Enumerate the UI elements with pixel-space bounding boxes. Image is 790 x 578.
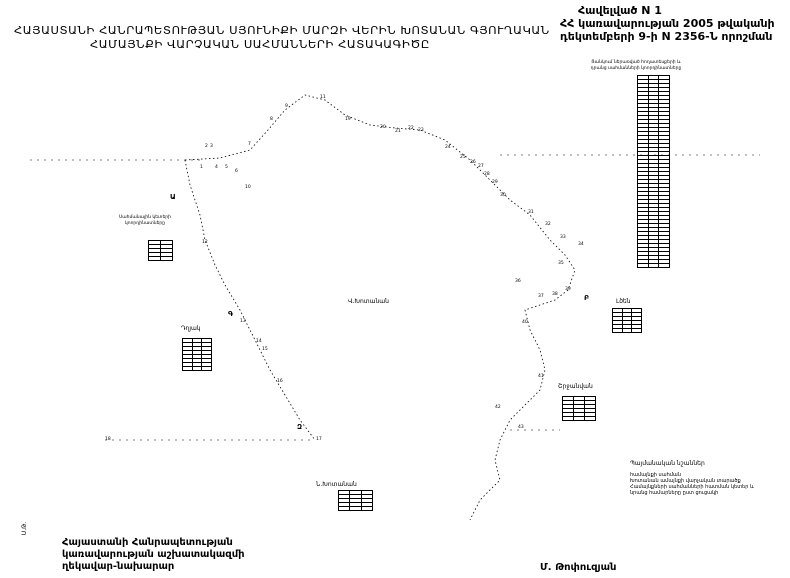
map-title-line-2: ՀԱՄԱՅՆՔԻ ՎԱՐՉԱԿԱՆ ՍԱՀՄԱՆՆԵՐԻ ՀԱՏԱԿԱԳԻԾԸ: [90, 38, 430, 51]
signature-line-2: կառավարության աշխատակազմի: [62, 549, 245, 560]
annex-line-3: դեկտեմբերի 9-ի N 2356-Ն որոշման: [560, 30, 773, 43]
table-cell: [613, 329, 623, 333]
table-cell: [183, 367, 193, 371]
table-cell: [632, 329, 642, 333]
point-label-26: 26: [470, 160, 476, 165]
point-label-40: 40: [522, 320, 528, 325]
point-label-13: 13: [240, 319, 246, 324]
label-neighbor-shikahogh: Շրջանվան: [558, 383, 593, 390]
annex-line-2: ՀՀ կառավարության 2005 թվականի: [560, 17, 775, 30]
table-row: [638, 264, 670, 268]
point-label-23: 23: [418, 128, 424, 133]
table-cell: [574, 417, 585, 421]
point-label-41: 41: [538, 374, 544, 379]
point-label-2: 2: [205, 144, 208, 149]
point-label-31: 31: [528, 210, 534, 215]
point-label-36: 36: [515, 279, 521, 284]
annex-title: Հավելված N 1: [578, 4, 662, 17]
point-label-19: 19: [345, 117, 351, 122]
right-table-header: Ցանկում ներառված հողատեսքերի և դրանց սահմանների կոորդինատները: [590, 60, 682, 71]
west-coordinate-table: [148, 240, 173, 261]
point-label-18: 18: [105, 437, 111, 442]
point-label-17: 17: [316, 437, 322, 442]
ltsen-table: [612, 308, 642, 333]
nakhichevan-table: [338, 490, 373, 511]
table-cell: [585, 417, 596, 421]
stamp-note: Ս.Թ.: [21, 521, 29, 536]
point-label-14: 14: [256, 339, 262, 344]
point-label-33: 33: [560, 235, 566, 240]
table-cell: [563, 417, 574, 421]
point-label-39: 39: [565, 287, 571, 292]
label-neighbor-dzhoshk: Դղյակ: [181, 325, 201, 332]
table-cell: [638, 264, 649, 268]
point-label-5: 5: [225, 165, 228, 170]
right-coordinate-table: [637, 75, 670, 268]
table-cell: [161, 257, 173, 261]
table-row: [613, 329, 642, 333]
signatory-name: Մ. Թոփուզյան: [540, 562, 617, 573]
point-label-37: 37: [538, 294, 544, 299]
table-cell: [202, 367, 212, 371]
label-center-village: Վ.Խոտանան: [348, 298, 389, 305]
point-label-7: 7: [248, 142, 251, 147]
table-cell: [622, 329, 632, 333]
marker-east: Բ: [584, 294, 590, 302]
point-label-28: 28: [484, 172, 490, 177]
point-label-24: 24: [445, 145, 451, 150]
point-label-12: 12: [202, 240, 208, 245]
point-label-6: 6: [235, 169, 238, 174]
point-label-3: 3: [210, 144, 213, 149]
point-label-9: 9: [285, 104, 288, 109]
point-label-30: 30: [500, 193, 506, 198]
legend: [630, 460, 780, 496]
point-label-21: 21: [395, 129, 401, 134]
point-label-11: 11: [320, 95, 326, 100]
point-label-32: 32: [545, 222, 551, 227]
table-cell: [339, 507, 350, 511]
legend-item-2: Խոտանան ամայնքի վարչական տարածք: [630, 478, 741, 484]
point-label-43: 43: [518, 425, 524, 430]
point-label-27: 27: [478, 164, 484, 169]
signature-line-1: Հայաստանի Հանրապետության: [62, 537, 233, 548]
point-label-15: 15: [262, 347, 268, 352]
table-row: [183, 367, 212, 371]
table-cell: [149, 257, 161, 261]
west-table-header: Սահմանային կետերի կոորդինատները: [119, 215, 171, 226]
point-label-35: 35: [558, 261, 564, 266]
shikahogh-table: [562, 396, 596, 421]
table-cell: [361, 507, 372, 511]
point-label-22: 22: [408, 126, 414, 131]
signature-line-3: ղեկավար-նախարար: [62, 561, 175, 572]
table-cell: [648, 264, 659, 268]
point-label-34: 34: [578, 242, 584, 247]
table-row: [339, 507, 373, 511]
point-label-4: 4: [215, 165, 218, 170]
label-neighbor-nakhichevan: Ն.Խոտանան: [316, 481, 357, 488]
signature-block-left: [62, 537, 245, 573]
legend-title: Պայմանական նշաններ: [630, 460, 705, 467]
legend-item-1: համայնքի սահման: [630, 472, 681, 478]
label-neighbor-ltsen: Լծեն: [616, 298, 631, 305]
marker-north: Զ: [297, 423, 303, 431]
point-label-10: 10: [245, 185, 251, 190]
table-row: [149, 257, 173, 261]
table-cell: [659, 264, 670, 268]
point-label-25: 25: [460, 155, 466, 160]
point-label-16: 16: [277, 379, 283, 384]
marker-south: Գ: [228, 310, 234, 318]
point-label-20: 20: [380, 125, 386, 130]
point-label-38: 38: [552, 292, 558, 297]
table-cell: [350, 507, 361, 511]
legend-item-3: Համայնքների սահմանների հատման կետեր և նրանց համարները ըստ ցուցակի: [630, 484, 755, 496]
map-title-line-1: ՀԱՅԱՍՏԱՆԻ ՀԱՆՐԱՊԵՏՈՒԹՅԱՆ ՍՅՈՒՆԻՔԻ ՄԱՐԶԻ ՎԵՐԻՆ ԽՈՏԱՆԱՆ ԳՅՈՒՂԱԿԱՆ: [14, 24, 550, 37]
point-label-42: 42: [495, 405, 501, 410]
marker-west: Ա: [170, 193, 176, 201]
dzhoshk-table: [182, 338, 212, 371]
point-label-1: 1: [200, 165, 203, 170]
point-label-8: 8: [270, 117, 273, 122]
boundary-path-west: [185, 160, 315, 440]
point-label-29: 29: [492, 180, 498, 185]
boundary-path-east: [185, 95, 575, 520]
table-cell: [192, 367, 202, 371]
table-row: [563, 417, 596, 421]
